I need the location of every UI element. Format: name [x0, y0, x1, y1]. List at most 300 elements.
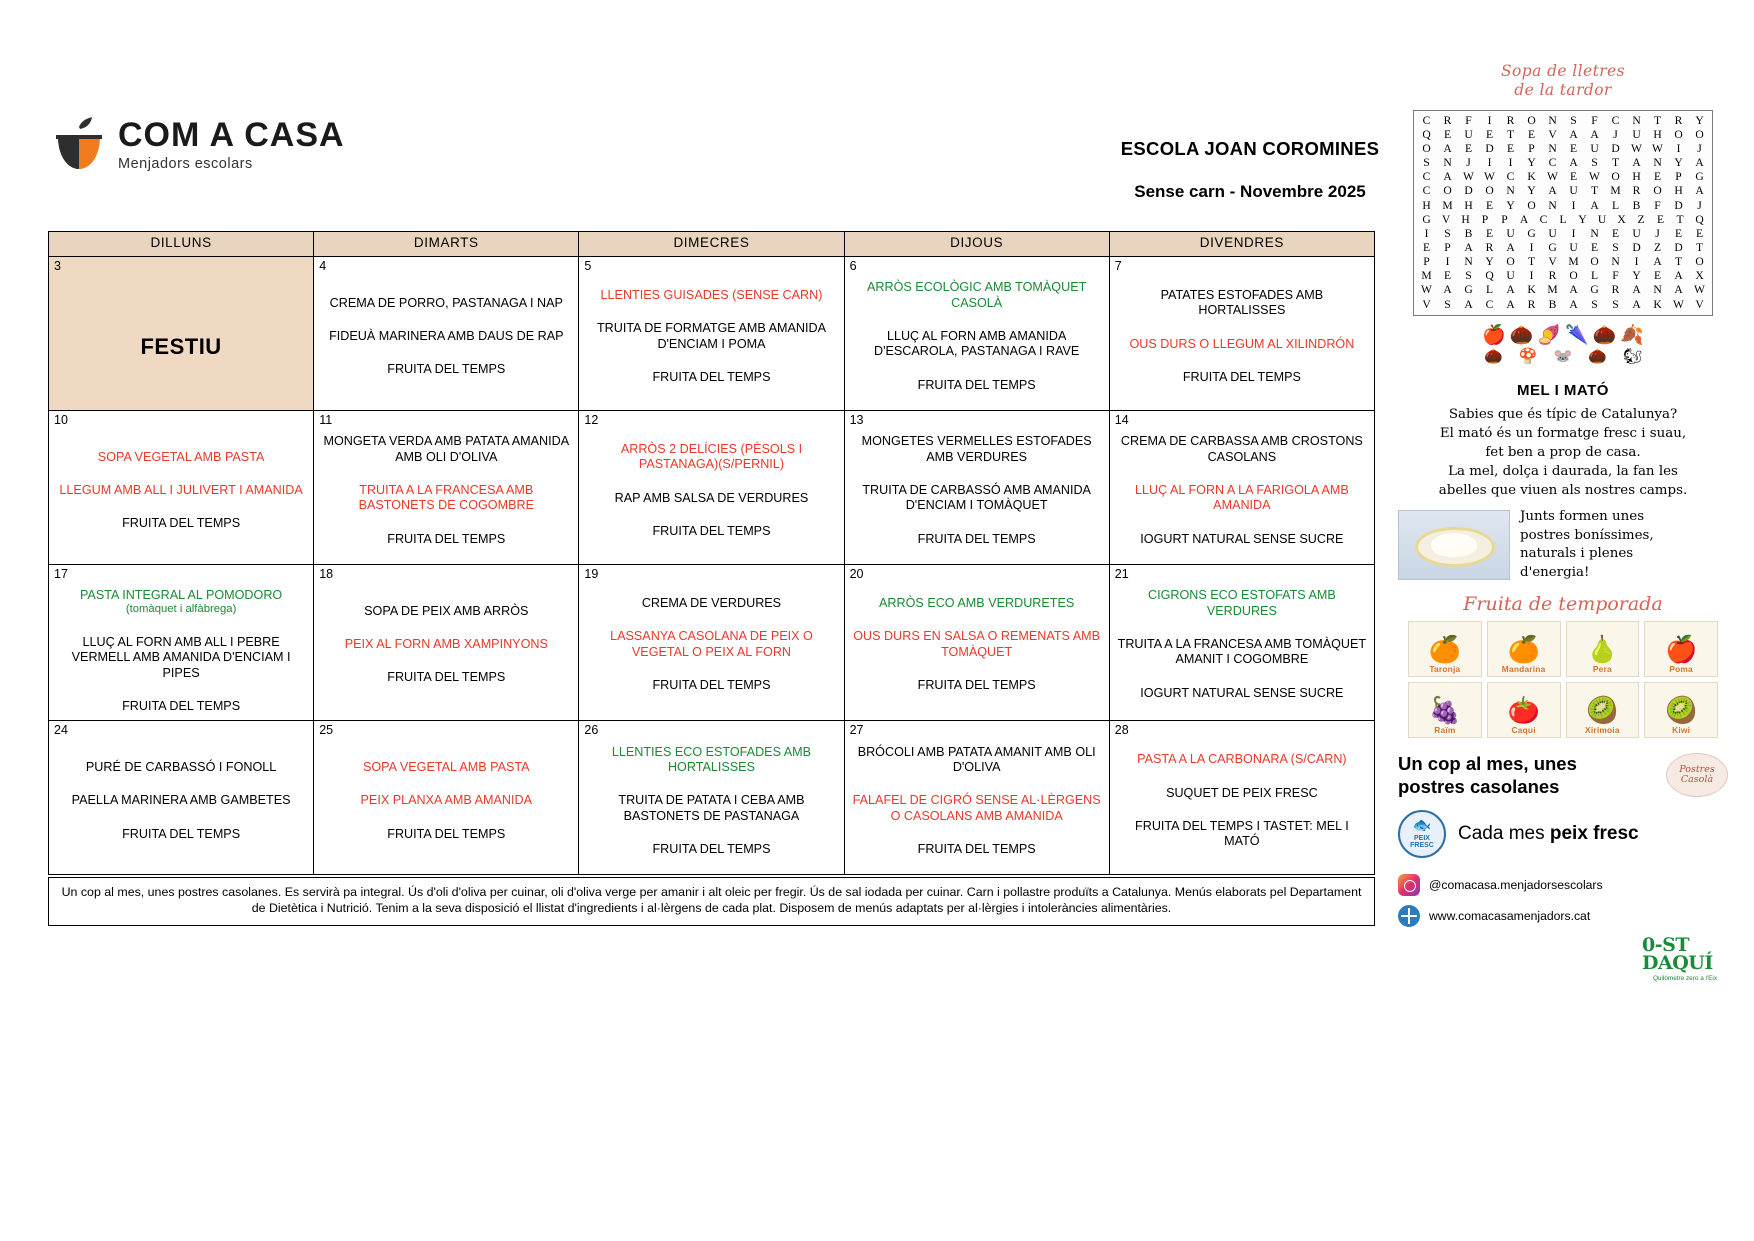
wordsearch-letter: A [1674, 269, 1683, 283]
wordsearch-letter: Y [1485, 255, 1494, 269]
wordsearch-letter: U [1569, 241, 1578, 255]
wordsearch-letter: Z [1637, 212, 1645, 226]
dish-list [54, 584, 308, 715]
dish-item: FRUITA DEL TEMPS [387, 826, 506, 841]
wordsearch-grid [1413, 110, 1713, 316]
season-fruit-label: Kiwi [1672, 724, 1691, 735]
wordsearch-letter: Z [1653, 241, 1662, 255]
wordsearch-letter: E [1569, 170, 1578, 184]
wordsearch-row-6 [1416, 199, 1710, 213]
wordsearch-letter: E [1590, 241, 1599, 255]
website-row[interactable] [1398, 905, 1728, 927]
wordsearch-letter: I [1424, 226, 1429, 240]
wordsearch-letter: N [1653, 156, 1662, 170]
wordsearch-letter: I [1676, 142, 1681, 156]
wordsearch-letter: T [1590, 184, 1599, 198]
dish-item: PASTA INTEGRAL AL POMODORO (tomàquet i alfàbrega) [56, 588, 306, 617]
calendar-day-cell-10 [49, 411, 314, 565]
wordsearch-letter: P [1675, 170, 1682, 184]
calendar-day-cell-19 [579, 565, 844, 721]
wordsearch-letter: J [1697, 198, 1702, 212]
instagram-handle[interactable]: @comacasa.menjadorsescolars [1429, 878, 1603, 893]
wordsearch-letter: C [1611, 113, 1620, 127]
wordsearch-letter: N [1590, 226, 1599, 240]
dish-list [850, 584, 1104, 702]
calendar-day-cell-3 [49, 257, 314, 411]
dish-item: FRUITA DEL TEMPS I TASTET: MEL I MATÓ [1135, 819, 1349, 849]
wordsearch-letter: D [1611, 142, 1620, 156]
season-fruit-grid [1408, 621, 1718, 738]
mel-title: MEL I MATÓ [1517, 381, 1609, 399]
wordsearch-letter: X [1617, 212, 1626, 226]
dish-item: MONGETES VERMELLES ESTOFADES AMB VERDURES [861, 434, 1092, 464]
wordsearch-letter: P [1481, 212, 1489, 226]
calendar-day-cell-28 [1109, 721, 1374, 875]
wordsearch-letter: U [1548, 226, 1557, 240]
calendar-day-cell-7 [1109, 257, 1374, 411]
wordsearch-letter: G [1527, 226, 1536, 240]
wordsearch-letter: M [1442, 198, 1453, 212]
wordsearch-letter: A [1548, 184, 1557, 198]
wordsearch-letter: Y [1632, 269, 1641, 283]
wordsearch-letter: E [1674, 226, 1683, 240]
wordsearch-letter: V [1695, 297, 1704, 311]
wordsearch-letter: E [1443, 127, 1452, 141]
dish-item: LLUÇ AL FORN AMB ALL I PEBRE VERMELL AMB AMANIDA D'ENCIAM I PIPES [71, 634, 291, 680]
wordsearch-letter: I [1529, 269, 1534, 283]
dish-item: FRUITA DEL TEMPS [917, 678, 1036, 693]
dish-item: FRUITA DEL TEMPS [122, 516, 241, 531]
wordsearch-letter: X [1695, 269, 1704, 283]
instagram-row[interactable] [1398, 874, 1728, 896]
dish-item: CIGRONS ECO ESTOFATS AMB VERDURES [1147, 588, 1336, 618]
wordsearch-letter: T [1653, 113, 1662, 127]
wordsearch-letter: P [1444, 241, 1451, 255]
wordsearch-letter: D [1632, 241, 1641, 255]
mel-text-line: fet ben a prop de casa. [1485, 444, 1641, 460]
wordsearch-letter: S [1612, 297, 1619, 311]
wordsearch-letter: P [1501, 212, 1508, 226]
wordsearch-letter: A [1695, 184, 1704, 198]
wordsearch-letter: A [1569, 297, 1578, 311]
mel-text-line: La mel, dolça i daurada, la fan les [1448, 463, 1678, 479]
wordsearch-letter: M [1610, 184, 1621, 198]
eco-badge-wrap [1398, 927, 1728, 981]
wordsearch-row-9 [1416, 241, 1710, 255]
wordsearch-letter: W [1547, 170, 1558, 184]
brand-tagline: Menjadors escolars [118, 156, 253, 173]
chestnut-icon: 🌰 [1509, 324, 1534, 346]
wordsearch-letter: O [1527, 113, 1536, 127]
wordsearch-letter: E [1506, 142, 1515, 156]
dish-item: PURÉ DE CARBASSÓ I FONOLL [85, 760, 277, 775]
season-fruit-label: Caqui [1511, 724, 1536, 735]
calendar-col-header-0: DILLUNS [49, 232, 314, 257]
wordsearch-letter: S [1444, 226, 1451, 240]
wordsearch-letter: U [1597, 212, 1607, 226]
wordsearch-letter: H [1653, 127, 1662, 141]
wordsearch-letter: O [1443, 184, 1452, 198]
km0-badge-bottom: Quilòmetre zero a l'Eix [1652, 975, 1718, 983]
day-number: 5 [584, 259, 592, 273]
wordsearch-letter: U [1464, 127, 1473, 141]
wordsearch-letter: Q [1695, 212, 1704, 226]
dish-item: OUS DURS EN SALSA O REMENATS AMB TOMÀQUET [853, 629, 1101, 659]
dish-item: RAP AMB SALSA DE VERDURES [614, 490, 809, 505]
calendar-day-cell-21 [1109, 565, 1374, 721]
dish-item: PASTA A LA CARBONARA (S/CARN) [1137, 752, 1347, 767]
wordsearch-letter: L [1485, 283, 1494, 297]
wordsearch-letter: S [1612, 241, 1619, 255]
wordsearch-letter: O [1653, 184, 1662, 198]
social-block [1398, 874, 1728, 927]
wordsearch-title [1398, 62, 1728, 101]
dish-item: LLEGUM AMB ALL I JULIVERT I AMANIDA [59, 483, 303, 498]
dish-list [584, 740, 838, 858]
season-fruit-cell [1566, 621, 1640, 677]
wordsearch-letter: E [1611, 226, 1620, 240]
calendar-day-cell-13 [844, 411, 1109, 565]
day-number: 14 [1114, 413, 1129, 427]
dish-list [319, 276, 573, 394]
mel-side-line: postres boníssimes, [1520, 527, 1654, 543]
dish-list [319, 430, 573, 548]
wordsearch-letter: H [1461, 212, 1470, 226]
wordsearch-row-3 [1416, 156, 1710, 170]
wordsearch-letter: T [1611, 156, 1620, 170]
calendar-col-header-4: DIVENDRES [1109, 232, 1374, 257]
mel-side-text [1520, 508, 1654, 583]
dish-item: LLUÇ AL FORN AMB AMANIDA D'ESCAROLA, PASTANAGA I RAVE [873, 329, 1080, 359]
wordsearch-letter: G [1464, 283, 1473, 297]
wordsearch-letter: R [1527, 297, 1536, 311]
dish-item: FRUITA DEL TEMPS [122, 698, 241, 713]
wordsearch-letter: A [1464, 241, 1473, 255]
dish-item: FRUITA DEL TEMPS [652, 524, 771, 539]
wordsearch-letter: D [1464, 184, 1473, 198]
season-fruit-label: Taronja [1429, 663, 1461, 674]
dish-item: FIDEUÀ MARINERA AMB DAUS DE RAP [329, 329, 564, 344]
wordsearch-letter: A [1590, 198, 1599, 212]
postres-casolanes-badge: Postres Casolà [1666, 753, 1728, 797]
wordsearch-letter: R [1632, 184, 1641, 198]
wordsearch-letter: S [1423, 156, 1430, 170]
wordsearch-letter: A [1632, 156, 1641, 170]
calendar-day-cell-14 [1109, 411, 1374, 565]
dish-item: ARRÒS 2 DELÍCIES (PÈSOLS I PASTANAGA)(S/PERNIL) [620, 442, 803, 472]
wordsearch-letter: V [1441, 212, 1451, 226]
peix-fresc-badge [1398, 810, 1446, 858]
globe-icon[interactable] [1398, 905, 1420, 927]
wordsearch-letter: N [1506, 184, 1515, 198]
wordsearch-letter: D [1674, 198, 1683, 212]
dish-list [319, 740, 573, 858]
wordsearch-letter: F [1465, 113, 1472, 127]
wordsearch-letter: L [1559, 212, 1567, 226]
wordsearch-letter: G [1695, 170, 1704, 184]
peix-badge-line2: FRESC [1410, 842, 1434, 850]
autumn-icons-row-2 [1398, 349, 1728, 364]
season-fruit-cell [1487, 682, 1561, 738]
wordsearch-letter: M [1568, 255, 1579, 269]
wordsearch-letter: O [1611, 170, 1620, 184]
brand-logo [52, 115, 345, 175]
day-number: 3 [54, 259, 61, 273]
dish-item: OUS DURS O LLEGUM AL XILINDRÓN [1129, 336, 1355, 351]
wordsearch-letter: Y [1695, 113, 1704, 127]
dish-item: BRÓCOLI AMB PATATA AMANIT AMB OLI D'OLIVA [857, 744, 1096, 775]
dish-list [850, 430, 1104, 548]
sweet-potato-icon: 🍠 [1537, 324, 1561, 346]
wordsearch-letter: A [1632, 283, 1641, 297]
dish-list [1115, 276, 1369, 394]
mel-photo-block [1398, 508, 1728, 583]
instagram-icon[interactable] [1398, 874, 1420, 896]
calendar-col-header-3: DIJOUS [844, 232, 1109, 257]
wordsearch-letter: W [1652, 142, 1663, 156]
wordsearch-letter: B [1548, 297, 1557, 311]
wordsearch-letter: O [1527, 198, 1536, 212]
peix-block [1398, 810, 1728, 858]
wordsearch-row-10 [1416, 255, 1710, 269]
calendar-col-header-1: DIMARTS [314, 232, 579, 257]
wordsearch-letter: V [1422, 297, 1431, 311]
website-url[interactable]: www.comacasamenjadors.cat [1429, 909, 1591, 924]
wordsearch-letter: F [1654, 198, 1661, 212]
dish-list [54, 740, 308, 858]
wordsearch-letter: I [1487, 156, 1492, 170]
wordsearch-letter: A [1569, 156, 1578, 170]
wordsearch-letter: A [1464, 297, 1473, 311]
wordsearch-letter: K [1527, 283, 1536, 297]
wordsearch-letter: D [1674, 241, 1683, 255]
wordsearch-letter: N [1548, 113, 1557, 127]
wordsearch-letter: A [1506, 297, 1515, 311]
dish-item: LLENTIES GUISADES (SENSE CARN) [600, 288, 823, 303]
pinecone-icon: 🍂 [1620, 324, 1645, 346]
wordsearch-letter: J [1466, 156, 1471, 170]
dish-item: FRUITA DEL TEMPS [387, 670, 506, 685]
dish-item: FRUITA DEL TEMPS [652, 842, 771, 857]
kiwi-icon: 🥝 [1664, 694, 1698, 725]
wordsearch-letter: M [1547, 283, 1558, 297]
dish-list [850, 740, 1104, 858]
calendar-week-row [49, 257, 1375, 411]
day-number: 28 [1114, 723, 1129, 738]
dish-item: FRUITA DEL TEMPS [652, 678, 771, 693]
wordsearch-letter: E [1485, 198, 1494, 212]
dish-list [319, 584, 573, 702]
mouse-icon: 🐭 [1553, 347, 1573, 365]
wordsearch-letter: Y [1506, 198, 1515, 212]
sidebar [1398, 62, 1728, 981]
wordsearch-letter: L [1611, 198, 1620, 212]
dish-item: LLENTIES ECO ESTOFADES AMB HORTALISSES [611, 744, 812, 775]
calendar-week-row [49, 721, 1375, 875]
persimmon-icon: 🍅 [1507, 694, 1540, 725]
wordsearch-letter: E [1653, 170, 1662, 184]
season-fruit-cell [1408, 621, 1482, 677]
wordsearch-letter: T [1674, 255, 1683, 269]
pear-icon: 🍐 [1586, 633, 1619, 664]
wordsearch-row-0 [1416, 114, 1710, 128]
dish-item: TRUITA A LA FRANCESA AMB BASTONETS DE COGOMBRE [358, 483, 534, 513]
dish-item: FRUITA DEL TEMPS [652, 370, 771, 385]
fish-icon: 🐟 [1412, 817, 1432, 835]
wordsearch-letter: G [1548, 241, 1557, 255]
dish-list [850, 276, 1104, 394]
wordsearch-letter: O [1569, 269, 1578, 283]
wordsearch-letter: S [1591, 297, 1598, 311]
mel-side-line: naturals i plenes [1520, 546, 1634, 562]
wordsearch-row-7 [1416, 213, 1710, 227]
wordsearch-row-2 [1416, 142, 1710, 156]
cherimoya-icon: 🥝 [1586, 694, 1619, 725]
wordsearch-letter: W [1631, 142, 1642, 156]
wordsearch-row-1 [1416, 128, 1710, 142]
squirrel-icon: 🐿 [1622, 347, 1642, 365]
dish-item: FRUITA DEL TEMPS [387, 362, 506, 377]
wordsearch-letter: S [1444, 297, 1451, 311]
wordsearch-letter: O [1590, 255, 1599, 269]
mandarin-icon: 🍊 [1507, 633, 1540, 664]
wordsearch-letter: R [1674, 113, 1683, 127]
wordsearch-row-4 [1416, 170, 1710, 184]
mel-text [1398, 405, 1728, 500]
wordsearch-letter: I [1571, 198, 1576, 212]
wordsearch-letter: W [1694, 283, 1705, 297]
season-fruit-label: Xirimoia [1585, 724, 1620, 735]
holiday-label: FESTIU [140, 333, 222, 359]
wordsearch-letter: A [1506, 283, 1515, 297]
wordsearch-letter: Y [1674, 156, 1683, 170]
postres-line2: postres casolanes [1398, 776, 1560, 798]
walnut-icon: 🌰 [1484, 347, 1503, 365]
wordsearch-letter: E [1422, 241, 1431, 255]
page-subtitle: Sense carn - Novembre 2025 [1134, 182, 1366, 201]
dish-list [1115, 740, 1369, 858]
wordsearch-letter: R [1506, 113, 1515, 127]
wordsearch-letter: N [1464, 255, 1473, 269]
dish-item: TRUITA A LA FRANCESA AMB TOMÀQUET AMANIT I COGOMBRE [1117, 637, 1367, 667]
mel-i-mato-photo [1398, 510, 1510, 580]
wordsearch-letter: T [1527, 255, 1536, 269]
pomegranate-icon: 🍎 [1481, 324, 1506, 346]
wordsearch-letter: E [1656, 212, 1665, 226]
wordsearch-letter: A [1569, 127, 1578, 141]
wordsearch-letter: Y [1527, 156, 1536, 170]
wordsearch-row-8 [1416, 227, 1710, 241]
wordsearch-letter: W [1589, 170, 1600, 184]
wordsearch-letter: H [1632, 170, 1641, 184]
wordsearch-letter: F [1591, 113, 1598, 127]
wordsearch-letter: N [1548, 142, 1557, 156]
wordsearch-letter: N [1548, 198, 1557, 212]
wordsearch-letter: E [1569, 142, 1578, 156]
day-number: 7 [1114, 259, 1122, 273]
dish-item: FRUITA DEL TEMPS [917, 842, 1036, 857]
wordsearch-letter: A [1506, 241, 1515, 255]
dish-item: PAELLA MARINERA AMB GAMBETES [71, 793, 291, 808]
wordsearch-letter: Y [1527, 184, 1536, 198]
wordsearch-title-line1: Sopa de lletres [1501, 62, 1625, 80]
dish-item: CREMA DE PORRO, PASTANAGA I NAP [329, 295, 563, 310]
wordsearch-letter: H [1464, 198, 1473, 212]
km0-badge [1642, 931, 1728, 987]
apple-icon: 🍎 [1664, 633, 1698, 664]
wordsearch-letter: A [1632, 297, 1641, 311]
calendar-day-cell-20 [844, 565, 1109, 721]
day-number: 11 [319, 413, 333, 427]
wordsearch-letter: W [1421, 283, 1432, 297]
day-number: 20 [849, 567, 864, 581]
dish-item: FALAFEL DE CIGRÓ SENSE AL·LÈRGENS O CASOLANS AMB AMANIDA [852, 793, 1101, 823]
season-fruit-label: Mandarina [1501, 663, 1546, 674]
calendar-week-row [49, 565, 1375, 721]
calendar-day-cell-11 [314, 411, 579, 565]
wordsearch-letter: U [1590, 142, 1599, 156]
wordsearch-letter: A [1569, 283, 1578, 297]
day-number: 6 [849, 259, 857, 273]
calendar-body [49, 257, 1375, 875]
calendar-col-header-2: DIMECRES [579, 232, 844, 257]
wordsearch-letter: E [1653, 269, 1662, 283]
hazelnut-icon: 🌰 [1588, 347, 1607, 365]
wordsearch-letter: G [1590, 283, 1599, 297]
wordsearch-letter: R [1485, 241, 1494, 255]
wordsearch-letter: E [1443, 269, 1452, 283]
season-fruit-label: Poma [1669, 663, 1693, 674]
wordsearch-letter: I [1508, 156, 1513, 170]
wordsearch-letter: T [1506, 127, 1515, 141]
wordsearch-letter: N [1632, 113, 1641, 127]
wordsearch-letter: V [1548, 127, 1557, 141]
wordsearch-letter: I [1634, 255, 1639, 269]
wordsearch-letter: H [1422, 198, 1431, 212]
dish-item: TRUITA DE FORMATGE AMB AMANIDA D'ENCIAM I POMA [596, 321, 826, 351]
wordsearch-letter: H [1674, 184, 1683, 198]
wordsearch-letter: A [1443, 283, 1452, 297]
wordsearch-letter: E [1485, 226, 1494, 240]
dish-item: IOGURT NATURAL SENSE SUCRE [1140, 685, 1344, 700]
wordsearch-letter: C [1485, 297, 1494, 311]
dish-item: CREMA DE CARBASSA AMB CROSTONS CASOLANS [1120, 434, 1363, 464]
autumn-icons-row-1 [1398, 326, 1728, 345]
calendar-day-cell-5 [579, 257, 844, 411]
wordsearch-letter: R [1548, 269, 1557, 283]
footnote: Un cop al mes, unes postres casolanes. Es servirà pa integral. Ús d'oli d'oliva per cuinar, oli d'oliva verge per amanir i alt oleic per fregir. Ús de sal iodada per cuinar. Carn i pollastre produïts a Catalunya. Menús elaborats pel Departament de Dietètica i Nutrició. Tenim a la seva disposició el llistat d'ingredients i al·lèrgens de cada plat. Disposem de menús adaptats per al·lèrgies i intoleràncies alimentàries. [48, 877, 1375, 926]
season-fruit-label: Pera [1592, 663, 1612, 674]
calendar-week-row [49, 411, 1375, 565]
calendar-day-cell-12 [579, 411, 844, 565]
wordsearch-letter: S [1591, 156, 1598, 170]
wordsearch-letter: E [1695, 226, 1704, 240]
wordsearch-letter: Y [1578, 212, 1587, 226]
wordsearch-letter: N [1611, 255, 1620, 269]
dish-item: SOPA VEGETAL AMB PASTA [97, 449, 265, 464]
dish-item: ARRÒS ECO AMB VERDURETES [879, 596, 1075, 611]
wordsearch-row-11 [1416, 269, 1710, 283]
mel-text-line: Sabies que és típic de Catalunya? [1448, 406, 1678, 422]
mushroom-icon: 🍄 [1518, 347, 1538, 365]
season-title: Fruita de temporada [1463, 592, 1663, 615]
wordsearch-letter: J [1613, 127, 1618, 141]
dish-item: PEIX PLANXA AMB AMANIDA [360, 793, 533, 808]
dish-list [584, 584, 838, 702]
orange-fruit-logo-icon [52, 115, 106, 175]
wordsearch-letter: A [1443, 170, 1452, 184]
calendar-day-cell-18 [314, 565, 579, 721]
